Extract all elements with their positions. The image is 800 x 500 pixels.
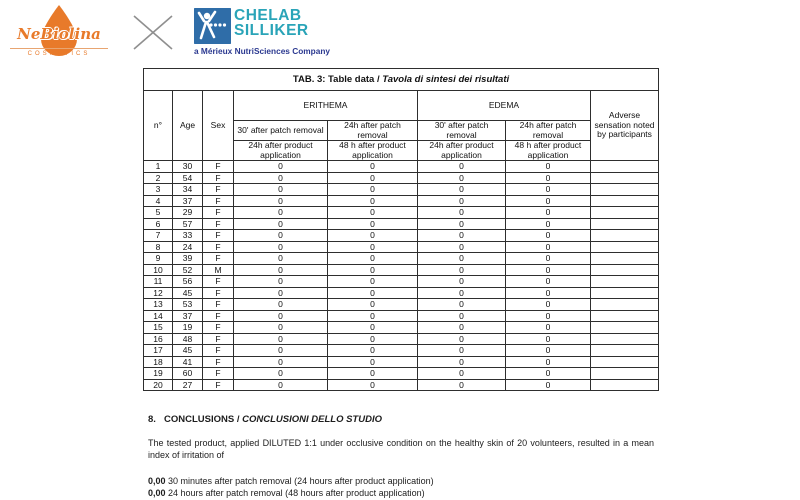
col-header-erithema: ERITHEMA [234, 91, 418, 121]
mean-index-text-2: 24 hours after patch removal (48 hours after product application) [165, 487, 425, 498]
cell-edema_30: 0 [418, 207, 506, 219]
cell-n: 19 [144, 368, 173, 380]
nebiolina-subtitle: COSMETICS [10, 48, 108, 57]
cell-n: 4 [144, 195, 173, 207]
cell-adverse [591, 241, 659, 253]
cell-sex: F [203, 310, 234, 322]
cell-n: 18 [144, 356, 173, 368]
cell-n: 6 [144, 218, 173, 230]
mean-index-line-1 [148, 476, 654, 488]
cell-n: 13 [144, 299, 173, 311]
chelab-wordmark [234, 8, 309, 38]
mean-index-value-2: 0,00 [148, 487, 166, 498]
cell-erithema_30: 0 [234, 287, 328, 299]
cell-sex: F [203, 161, 234, 173]
cell-erithema_30: 0 [234, 333, 328, 345]
cell-erithema_30: 0 [234, 322, 328, 334]
cell-edema_24: 0 [506, 299, 591, 311]
cell-edema_30: 0 [418, 322, 506, 334]
cell-edema_30: 0 [418, 356, 506, 368]
cell-erithema_24: 0 [328, 172, 418, 184]
subheader-erithema-30-patch: 30' after patch removal [234, 121, 328, 141]
cell-age: 54 [173, 172, 203, 184]
cell-edema_30: 0 [418, 184, 506, 196]
cell-n: 20 [144, 379, 173, 391]
cell-age: 37 [173, 195, 203, 207]
subheader-erithema-24-patch: 24h after patch removal [328, 121, 418, 141]
table-row [144, 379, 659, 391]
cell-sex: F [203, 241, 234, 253]
cell-edema_24: 0 [506, 322, 591, 334]
cell-adverse [591, 184, 659, 196]
cell-n: 1 [144, 161, 173, 173]
cell-age: 27 [173, 379, 203, 391]
cell-erithema_30: 0 [234, 276, 328, 288]
table-group-row [144, 91, 659, 121]
cell-n: 15 [144, 322, 173, 334]
table-row [144, 287, 659, 299]
cell-n: 16 [144, 333, 173, 345]
cell-erithema_30: 0 [234, 368, 328, 380]
cell-edema_24: 0 [506, 287, 591, 299]
cell-edema_30: 0 [418, 276, 506, 288]
cell-sex: F [203, 333, 234, 345]
cell-erithema_24: 0 [328, 253, 418, 265]
cell-edema_24: 0 [506, 218, 591, 230]
cell-n: 9 [144, 253, 173, 265]
cell-adverse [591, 287, 659, 299]
cell-erithema_30: 0 [234, 218, 328, 230]
cell-n: 7 [144, 230, 173, 242]
cell-edema_24: 0 [506, 241, 591, 253]
conclusions-number: 8. [148, 414, 156, 425]
cell-adverse [591, 299, 659, 311]
cell-erithema_24: 0 [328, 184, 418, 196]
cell-age: 60 [173, 368, 203, 380]
cell-adverse [591, 161, 659, 173]
cell-erithema_24: 0 [328, 322, 418, 334]
cell-erithema_30: 0 [234, 253, 328, 265]
cell-age: 48 [173, 333, 203, 345]
cell-sex: F [203, 230, 234, 242]
cell-n: 12 [144, 287, 173, 299]
cell-sex: F [203, 184, 234, 196]
cell-edema_30: 0 [418, 195, 506, 207]
cell-erithema_30: 0 [234, 241, 328, 253]
chelab-line2: SILLIKER [234, 22, 309, 39]
cell-erithema_24: 0 [328, 299, 418, 311]
cell-erithema_30: 0 [234, 172, 328, 184]
table-row [144, 368, 659, 380]
cell-edema_24: 0 [506, 161, 591, 173]
cell-age: 57 [173, 218, 203, 230]
cell-erithema_24: 0 [328, 241, 418, 253]
table-row [144, 276, 659, 288]
cell-edema_24: 0 [506, 345, 591, 357]
table-row [144, 218, 659, 230]
chelab-line1: CHELAB [234, 7, 302, 24]
cell-adverse [591, 379, 659, 391]
cell-age: 19 [173, 322, 203, 334]
cell-n: 2 [144, 172, 173, 184]
cell-erithema_24: 0 [328, 230, 418, 242]
mean-index-value-1: 0,00 [148, 476, 166, 486]
cell-erithema_24: 0 [328, 356, 418, 368]
cell-sex: F [203, 299, 234, 311]
cell-age: 45 [173, 287, 203, 299]
subheader-erithema-24-product: 24h after product application [234, 141, 328, 161]
cell-edema_24: 0 [506, 356, 591, 368]
chelab-tagline: a Mérieux NutriSciences Company [194, 46, 331, 56]
table-row [144, 310, 659, 322]
col-header-adverse: Adverse sensation noted by participants [591, 91, 659, 161]
cell-erithema_30: 0 [234, 379, 328, 391]
cell-adverse [591, 264, 659, 276]
cell-adverse [591, 368, 659, 380]
cell-erithema_24: 0 [328, 287, 418, 299]
cell-sex: F [203, 345, 234, 357]
cell-n: 17 [144, 345, 173, 357]
cell-sex: F [203, 368, 234, 380]
cell-adverse [591, 218, 659, 230]
conclusions-paragraph: The tested product, applied DILUTED 1:1 under occlusive condition on the healthy skin of 20 volunteers, resulted in a mean index of irritation of [148, 438, 654, 460]
cell-erithema_24: 0 [328, 345, 418, 357]
cell-edema_30: 0 [418, 310, 506, 322]
cell-edema_24: 0 [506, 184, 591, 196]
col-header-edema: EDEMA [418, 91, 591, 121]
cell-erithema_30: 0 [234, 310, 328, 322]
cell-age: 29 [173, 207, 203, 219]
cell-edema_30: 0 [418, 230, 506, 242]
chelab-silliker-logo [194, 8, 344, 56]
cell-erithema_30: 0 [234, 264, 328, 276]
cell-edema_30: 0 [418, 161, 506, 173]
cell-adverse [591, 356, 659, 368]
collab-x-icon [132, 14, 174, 51]
cell-age: 33 [173, 230, 203, 242]
table-title: TAB. 3: Table data / Tavola di sintesi dei risultati [144, 69, 659, 91]
cell-edema_24: 0 [506, 333, 591, 345]
nebiolina-wordmark: NeBiolina [17, 25, 101, 43]
table-row [144, 264, 659, 276]
cell-sex: M [203, 264, 234, 276]
cell-sex: F [203, 195, 234, 207]
table-row [144, 345, 659, 357]
table-row [144, 172, 659, 184]
cell-edema_24: 0 [506, 195, 591, 207]
cell-sex: F [203, 322, 234, 334]
table-row [144, 184, 659, 196]
conclusions-heading [148, 414, 654, 425]
table-row [144, 322, 659, 334]
table-row [144, 195, 659, 207]
table-row [144, 207, 659, 219]
cell-erithema_24: 0 [328, 368, 418, 380]
cell-adverse [591, 333, 659, 345]
subheader-edema-48-product: 48 h after product application [506, 141, 591, 161]
cell-erithema_30: 0 [234, 356, 328, 368]
chelab-logo-top [194, 8, 344, 44]
cell-edema_24: 0 [506, 379, 591, 391]
cell-age: 34 [173, 184, 203, 196]
cell-age: 52 [173, 264, 203, 276]
cell-erithema_30: 0 [234, 161, 328, 173]
cell-age: 41 [173, 356, 203, 368]
cell-erithema_24: 0 [328, 207, 418, 219]
cell-sex: F [203, 379, 234, 391]
cell-adverse [591, 195, 659, 207]
subheader-erithema-48-product: 48 h after product application [328, 141, 418, 161]
cell-erithema_30: 0 [234, 207, 328, 219]
cell-adverse [591, 253, 659, 265]
cell-adverse [591, 230, 659, 242]
cell-n: 3 [144, 184, 173, 196]
conclusions-heading-en: CONCLUSIONS / [164, 414, 243, 425]
cell-adverse [591, 345, 659, 357]
cell-adverse [591, 322, 659, 334]
chelab-figure-icon [194, 8, 231, 44]
table-row [144, 241, 659, 253]
cell-edema_30: 0 [418, 241, 506, 253]
cell-edema_24: 0 [506, 264, 591, 276]
results-table-body [144, 161, 659, 391]
cell-edema_30: 0 [418, 368, 506, 380]
col-header-n: n° [144, 91, 173, 161]
cell-erithema_24: 0 [328, 379, 418, 391]
cell-edema_30: 0 [418, 264, 506, 276]
mean-index-text-1: 30 minutes after patch removal (24 hours after product application) [165, 476, 434, 486]
conclusions-heading-it: CONCLUSIONI DELLO STUDIO [242, 414, 382, 425]
cell-edema_30: 0 [418, 218, 506, 230]
cell-n: 11 [144, 276, 173, 288]
cell-sex: F [203, 172, 234, 184]
table-row [144, 161, 659, 173]
results-table [143, 68, 659, 391]
cell-sex: F [203, 253, 234, 265]
cell-edema_30: 0 [418, 379, 506, 391]
table-row [144, 299, 659, 311]
cell-edema_24: 0 [506, 310, 591, 322]
cell-edema_24: 0 [506, 172, 591, 184]
cell-erithema_24: 0 [328, 333, 418, 345]
cell-n: 5 [144, 207, 173, 219]
cell-edema_30: 0 [418, 333, 506, 345]
cell-erithema_30: 0 [234, 230, 328, 242]
cell-erithema_24: 0 [328, 264, 418, 276]
cell-erithema_24: 0 [328, 310, 418, 322]
cell-edema_30: 0 [418, 287, 506, 299]
table-row [144, 230, 659, 242]
cell-erithema_30: 0 [234, 299, 328, 311]
cell-age: 56 [173, 276, 203, 288]
subheader-edema-24-patch: 24h after patch removal [506, 121, 591, 141]
col-header-age: Age [173, 91, 203, 161]
cell-erithema_24: 0 [328, 276, 418, 288]
cell-sex: F [203, 218, 234, 230]
table-row [144, 356, 659, 368]
cell-age: 24 [173, 241, 203, 253]
cell-sex: F [203, 276, 234, 288]
cell-edema_24: 0 [506, 230, 591, 242]
cell-erithema_30: 0 [234, 184, 328, 196]
cell-erithema_30: 0 [234, 345, 328, 357]
cell-age: 37 [173, 310, 203, 322]
cell-age: 30 [173, 161, 203, 173]
cell-n: 8 [144, 241, 173, 253]
cell-adverse [591, 172, 659, 184]
cell-edema_30: 0 [418, 299, 506, 311]
table-row [144, 333, 659, 345]
table-title-row [144, 69, 659, 91]
nebiolina-logo [8, 3, 110, 59]
cell-sex: F [203, 356, 234, 368]
logo-band [8, 3, 344, 59]
cell-adverse [591, 207, 659, 219]
cell-age: 45 [173, 345, 203, 357]
col-header-sex: Sex [203, 91, 234, 161]
cell-n: 10 [144, 264, 173, 276]
cell-erithema_30: 0 [234, 195, 328, 207]
cell-edema_30: 0 [418, 172, 506, 184]
cell-erithema_24: 0 [328, 195, 418, 207]
cell-edema_30: 0 [418, 345, 506, 357]
table-row [144, 253, 659, 265]
cell-edema_24: 0 [506, 253, 591, 265]
cell-sex: F [203, 287, 234, 299]
cell-edema_24: 0 [506, 276, 591, 288]
cell-adverse [591, 310, 659, 322]
cell-n: 14 [144, 310, 173, 322]
conclusions-section [148, 414, 654, 499]
subheader-edema-24-product: 24h after product application [418, 141, 506, 161]
cell-age: 39 [173, 253, 203, 265]
cell-age: 53 [173, 299, 203, 311]
cell-erithema_24: 0 [328, 161, 418, 173]
subheader-edema-30-patch: 30' after patch removal [418, 121, 506, 141]
cell-erithema_24: 0 [328, 218, 418, 230]
cell-edema_24: 0 [506, 207, 591, 219]
cell-sex: F [203, 207, 234, 219]
cell-edema_24: 0 [506, 368, 591, 380]
mean-index-line-2 [148, 488, 654, 500]
cell-adverse [591, 276, 659, 288]
cell-edema_30: 0 [418, 253, 506, 265]
